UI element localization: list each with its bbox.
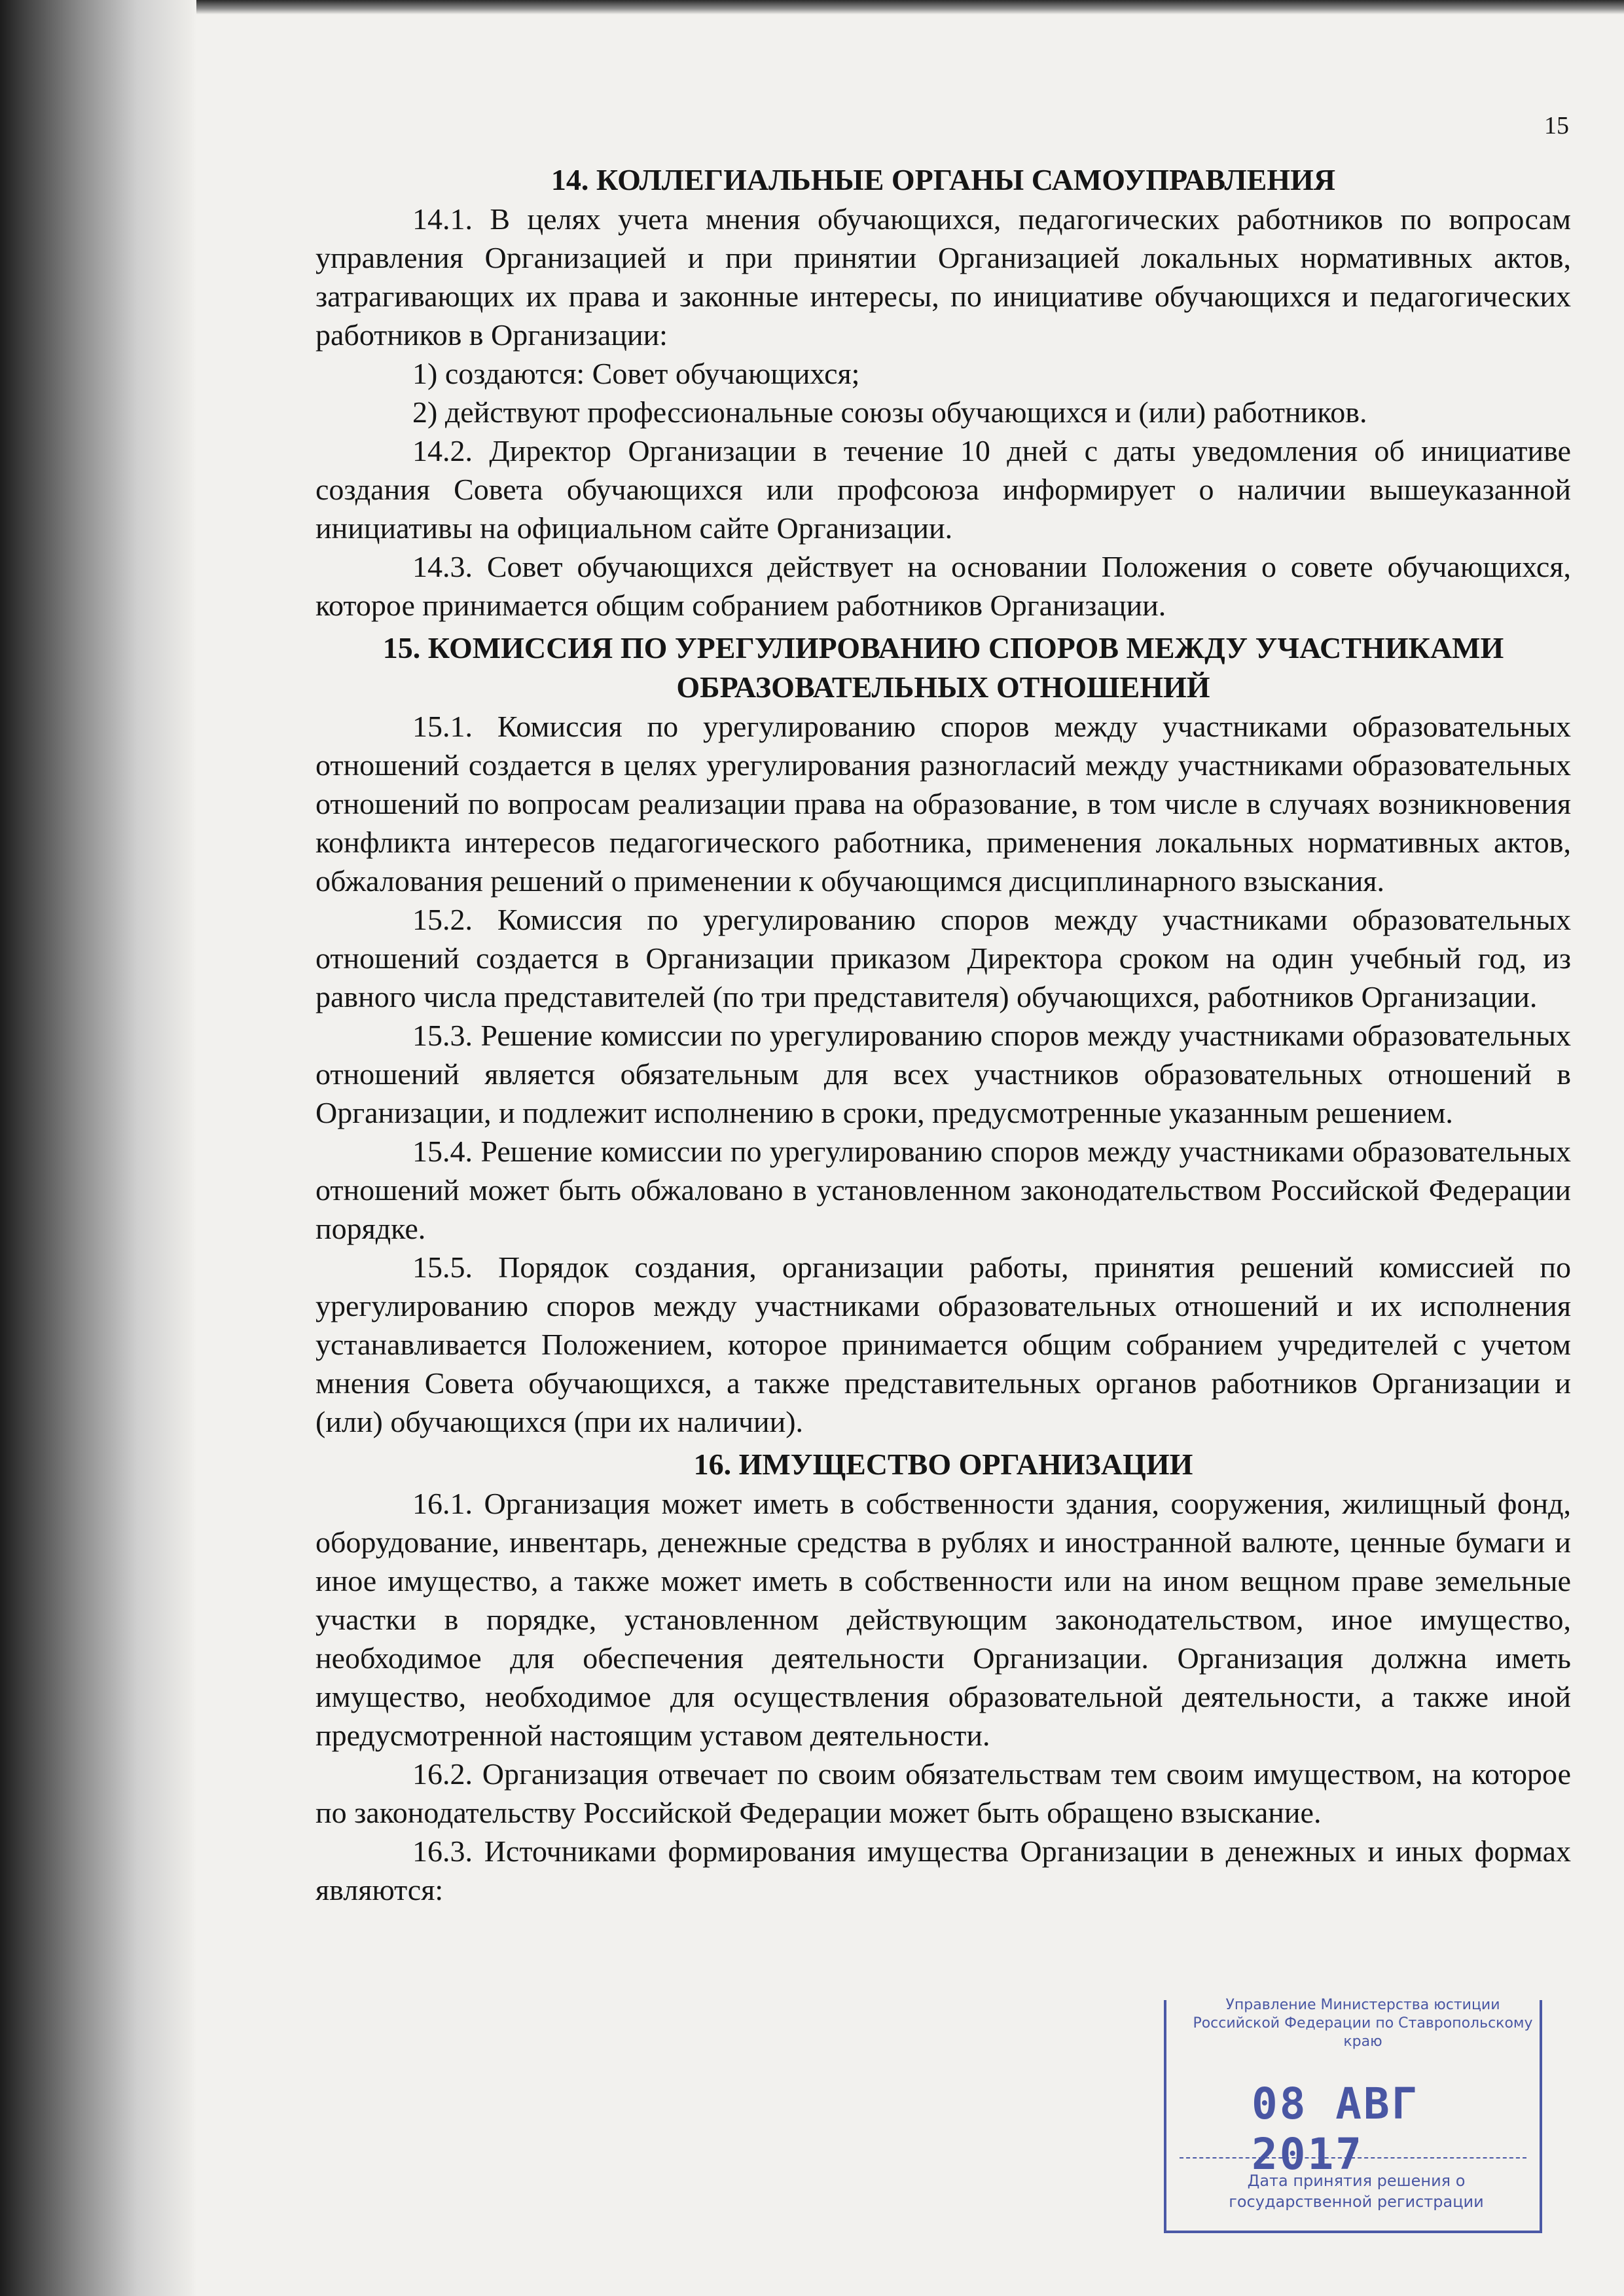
paragraph: 15.3. Решение комиссии по урегулированию споров между участниками образовательных отношений является обязательным для всех участников образовательных отношений в Организации, и подлежит исполнению в сроки, предусмотренные указанным решением. bbox=[316, 1019, 1571, 1129]
section-14 bbox=[316, 160, 1571, 625]
section-title bbox=[316, 1445, 1571, 1484]
paragraph: 15.5. Порядок создания, организации работы, принятия решений комиссией по урегулированию споров между участниками образовательных отношений и их исполнения устанавливается Положением, которое принимается общим собранием учредителей с учетом мнения Совета обучающихся, а также представительных органов работников Организации и (или) обучающихся (при их наличии). bbox=[316, 1250, 1571, 1438]
section-title-line: ОБРАЗОВАТЕЛЬНЫХ ОТНОШЕНИЙ bbox=[676, 670, 1210, 704]
paragraph: 14.2. Директор Организации в течение 10 дней с даты уведомления об инициативе создания Совета обучающихся или профсоюза информирует о наличии вышеуказанной инициативы на официальном сайте Организации. bbox=[316, 434, 1571, 545]
paragraph: 16.2. Организация отвечает по своим обязательствам тем своим имуществом, на которое по законодательству Российской Федерации может быть обращено взыскание. bbox=[316, 1757, 1571, 1829]
page-number: 15 bbox=[1544, 112, 1569, 139]
paragraph: 16.3. Источниками формирования имущества Организации в денежных и иных формах являются: bbox=[316, 1834, 1571, 1906]
paragraph: 14.1. В целях учета мнения обучающихся, педагогических работников по вопросам управления Организацией и при принятии Организацией локальных нормативных актов, затрагивающих их права и законные интересы, по инициативе обучающихся и педагогических работников в Организации: bbox=[316, 202, 1571, 352]
scan-top-edge bbox=[0, 0, 1624, 14]
paragraph: 14.3. Совет обучающихся действует на основании Положения о совете обучающихся, которое принимается общим собранием работников Организации. bbox=[316, 550, 1571, 622]
registration-stamp bbox=[1164, 1997, 1542, 2233]
stamp-authority-text: Управление Министерства юстиции Российской Федерации по Ставропольскому краю bbox=[1193, 1997, 1533, 2050]
list-item: 1) создаются: Совет обучающихся; bbox=[412, 357, 860, 390]
section-title-line: 14. КОЛЛЕГИАЛЬНЫЕ ОРГАНЫ САМОУПРАВЛЕНИЯ bbox=[550, 163, 1336, 196]
section-title bbox=[316, 629, 1571, 707]
stamp-date: 08 АВГ 2017 bbox=[1252, 2079, 1420, 2179]
list-item: 2) действуют профессиональные союзы обучающихся и (или) работников. bbox=[412, 395, 1367, 429]
stamp-caption: Дата принятия решения о государственной регистрации bbox=[1229, 2172, 1484, 2211]
section-title bbox=[316, 160, 1571, 200]
stamp-divider bbox=[1180, 2157, 1526, 2159]
paragraph: 16.1. Организация может иметь в собственности здания, сооружения, жилищный фонд, оборудование, инвентарь, денежные средства в рублях и иностранной валюте, ценные бумаги и иное имущество, а также может иметь в собственности или на ином вещном праве земельные участки в порядке, установленном действующим законодательством, иное имущество, необходимое для обеспечения деятельности Организации. Организация должна иметь имущество, необходимое для осуществления образовательной деятельности, а также иной предусмотренной настоящим уставом деятельности. bbox=[316, 1487, 1571, 1752]
book-spine-shadow bbox=[0, 0, 196, 2296]
section-15 bbox=[316, 629, 1571, 1441]
paragraph: 15.1. Комиссия по урегулированию споров между участниками образовательных отношений создается в целях урегулирования разногласий между участниками образовательных отношений по вопросам реализации права на образование, в том числе в случаях возникновения конфликта интересов педагогического работника, применения локальных нормативных актов, обжалования решений о применении к обучающимся дисциплинарного взыскания. bbox=[316, 710, 1571, 898]
section-16 bbox=[316, 1445, 1571, 1909]
paragraph: 15.2. Комиссия по урегулированию споров между участниками образовательных отношений создается в Организации приказом Директора сроком на один учебный год, из равного числа представителей (по три представителя) обучающихся, работников Организации. bbox=[316, 903, 1571, 1013]
section-title-line: 15. КОМИССИЯ ПО УРЕГУЛИРОВАНИЮ СПОРОВ МЕЖДУ УЧАСТНИКАМИ bbox=[382, 631, 1504, 665]
paragraph: 15.4. Решение комиссии по урегулированию споров между участниками образовательных отношений может быть обжаловано в установленном законодательством Российской Федерации порядке. bbox=[316, 1135, 1571, 1245]
document-body bbox=[316, 160, 1571, 1909]
section-title-line: 16. ИМУЩЕСТВО ОРГАНИЗАЦИИ bbox=[693, 1448, 1193, 1481]
